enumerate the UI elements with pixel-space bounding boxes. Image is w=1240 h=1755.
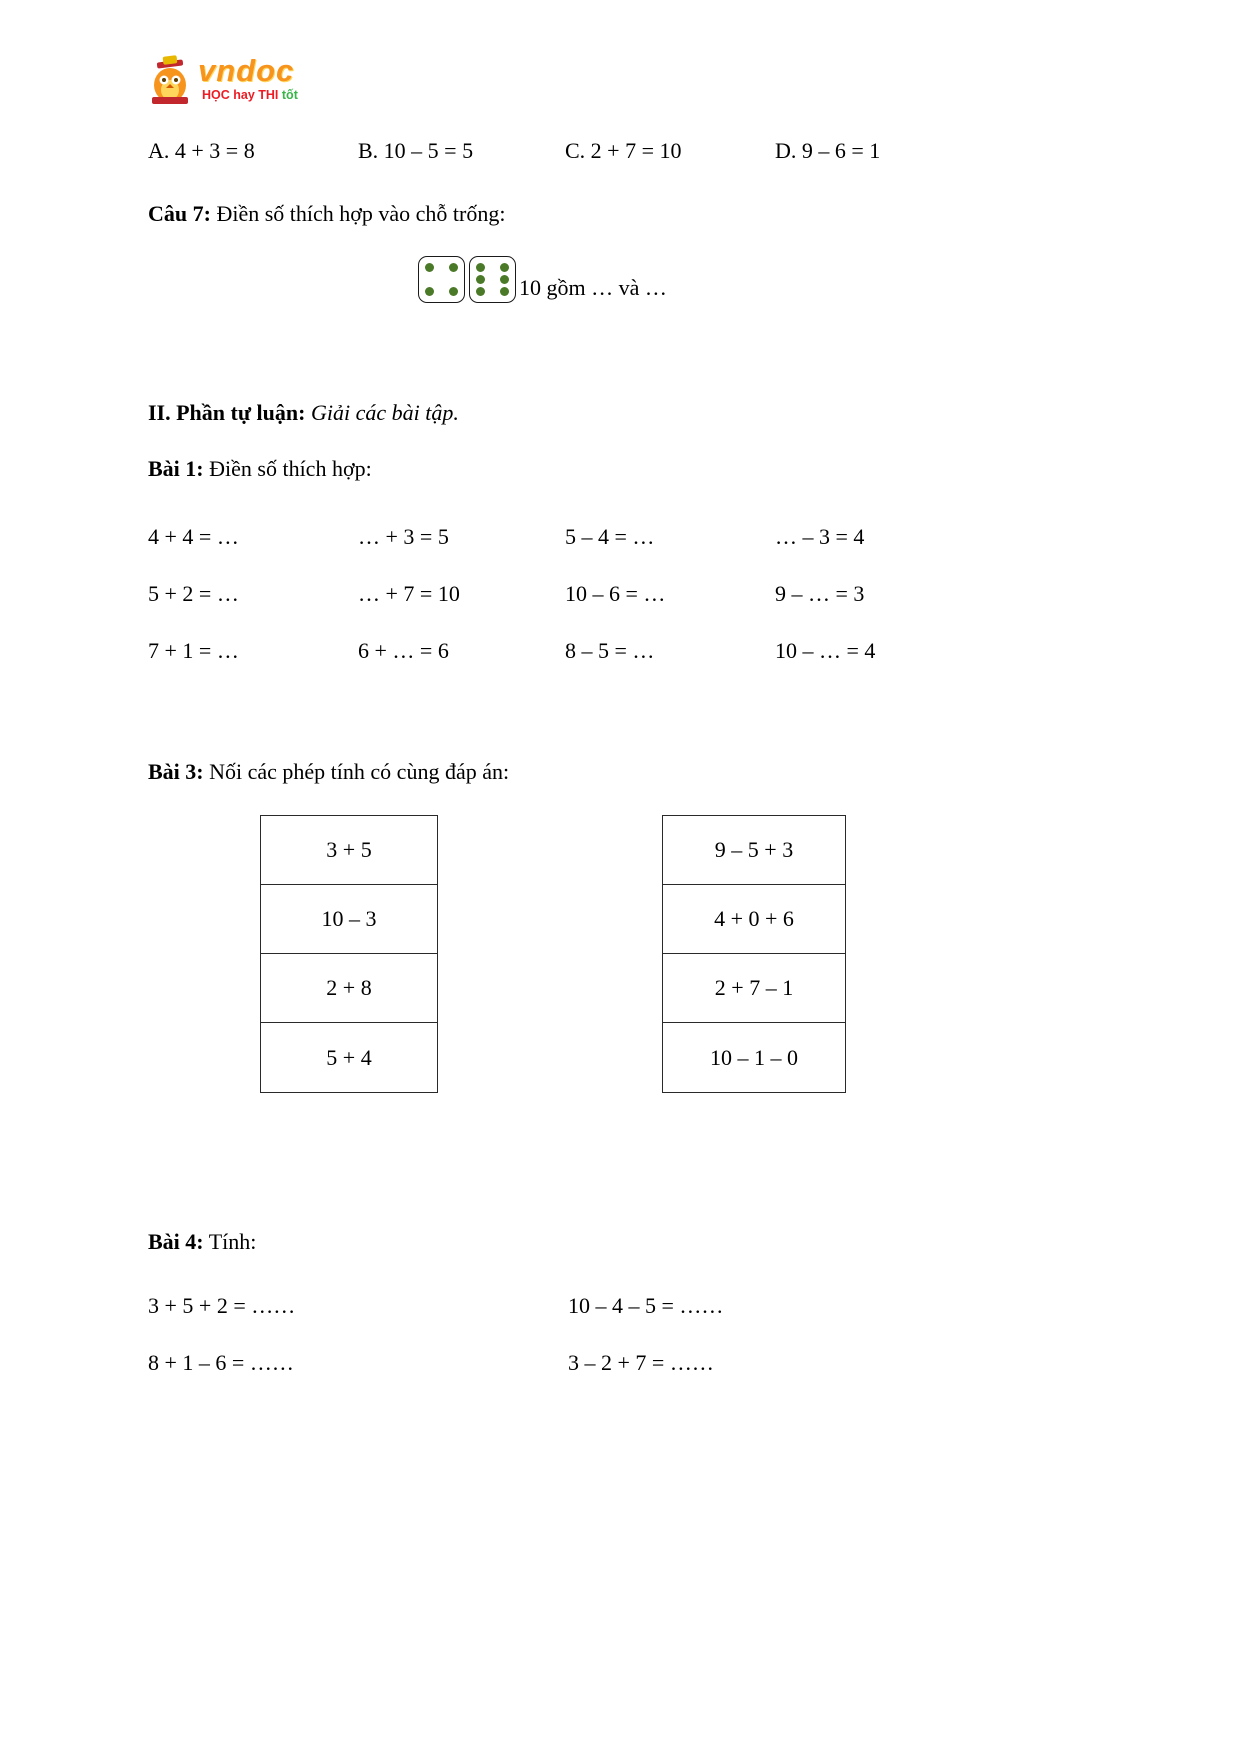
die-pip bbox=[476, 263, 485, 272]
equation: 3 + 5 + 2 = …… bbox=[148, 1293, 296, 1318]
bai1-heading bbox=[148, 456, 372, 482]
equation: 4 + 4 = … bbox=[148, 524, 239, 549]
equation: 10 – 6 = … bbox=[565, 581, 666, 606]
equation: … + 3 = 5 bbox=[358, 524, 449, 549]
die-pip bbox=[425, 263, 434, 272]
equation: 10 – 4 – 5 = …… bbox=[568, 1293, 724, 1318]
logo-text bbox=[198, 55, 298, 102]
cau7-heading bbox=[148, 201, 505, 227]
bai4-text: Tính: bbox=[208, 1229, 257, 1254]
match-cell-left-4: 5 + 4 bbox=[326, 1044, 372, 1070]
die-pip bbox=[425, 287, 434, 296]
logo-tagline-accent: tốt bbox=[281, 88, 298, 102]
equation: 6 + … = 6 bbox=[358, 638, 449, 663]
bai3-label: Bài 3: bbox=[148, 759, 204, 784]
die-pip bbox=[500, 263, 509, 272]
equation: 9 – … = 3 bbox=[775, 581, 865, 606]
section2-heading bbox=[148, 400, 459, 426]
bai4-heading bbox=[148, 1229, 256, 1255]
equation: 8 + 1 – 6 = …… bbox=[148, 1350, 294, 1375]
bai4-label: Bài 4: bbox=[148, 1229, 204, 1254]
equation: … + 7 = 10 bbox=[358, 581, 460, 606]
equation: 8 – 5 = … bbox=[565, 638, 655, 663]
dice-row bbox=[418, 256, 516, 303]
match-cell-right-4: 10 – 1 – 0 bbox=[710, 1044, 798, 1070]
equation: 5 + 2 = … bbox=[148, 581, 239, 606]
die-pip bbox=[476, 287, 485, 296]
die-pip bbox=[449, 263, 458, 272]
die-pip bbox=[500, 275, 509, 284]
die-6 bbox=[469, 256, 516, 303]
option-b: B. 10 – 5 = 5 bbox=[358, 138, 474, 163]
bai1-label: Bài 1: bbox=[148, 456, 204, 481]
logo-tagline-primary: HỌC hay THI bbox=[202, 88, 279, 102]
die-pip bbox=[449, 287, 458, 296]
die-pip bbox=[476, 275, 485, 284]
bai4-grid bbox=[148, 1293, 978, 1407]
bai3-heading bbox=[148, 759, 509, 785]
equation: 5 – 4 = … bbox=[565, 524, 655, 549]
option-d: D. 9 – 6 = 1 bbox=[775, 138, 881, 163]
bai1-grid bbox=[148, 524, 978, 695]
bai1-text: Điền số thích hợp: bbox=[209, 456, 372, 481]
logo-brand-text: vndoc bbox=[198, 53, 295, 88]
equation: 3 – 2 + 7 = …… bbox=[568, 1350, 714, 1375]
match-cell-left-3: 2 + 8 bbox=[261, 954, 437, 1023]
match-cell-left-2: 10 – 3 bbox=[261, 885, 437, 954]
dice-caption: 10 gồm … và … bbox=[519, 275, 667, 300]
equation: … – 3 = 4 bbox=[775, 524, 865, 549]
match-cell-right-3: 2 + 7 – 1 bbox=[663, 954, 845, 1023]
section2-label: II. Phần tự luận: bbox=[148, 400, 306, 425]
cau7-label: Câu 7: bbox=[148, 201, 211, 226]
match-cell-right-1: 9 – 5 + 3 bbox=[663, 816, 845, 885]
bai3-left-box bbox=[260, 815, 438, 1093]
vndoc-logo bbox=[148, 55, 298, 105]
equation: 10 – … = 4 bbox=[775, 638, 876, 663]
bai3-text: Nối các phép tính có cùng đáp án: bbox=[209, 759, 510, 784]
multiple-choice-row bbox=[148, 138, 968, 168]
match-cell-left-1: 3 + 5 bbox=[261, 816, 437, 885]
equation: 7 + 1 = … bbox=[148, 638, 239, 663]
match-cell-right-2: 4 + 0 + 6 bbox=[663, 885, 845, 954]
option-c: C. 2 + 7 = 10 bbox=[565, 138, 682, 163]
die-4 bbox=[418, 256, 465, 303]
bai3-right-box bbox=[662, 815, 846, 1093]
die-pip bbox=[500, 287, 509, 296]
option-a: A. 4 + 3 = 8 bbox=[148, 138, 255, 163]
logo-tagline bbox=[202, 89, 298, 102]
dice-block bbox=[418, 256, 667, 303]
section2-text: Giải các bài tập. bbox=[310, 400, 459, 425]
cau7-text: Điền số thích hợp vào chỗ trống: bbox=[216, 201, 506, 226]
logo-mascot-icon bbox=[148, 55, 192, 105]
